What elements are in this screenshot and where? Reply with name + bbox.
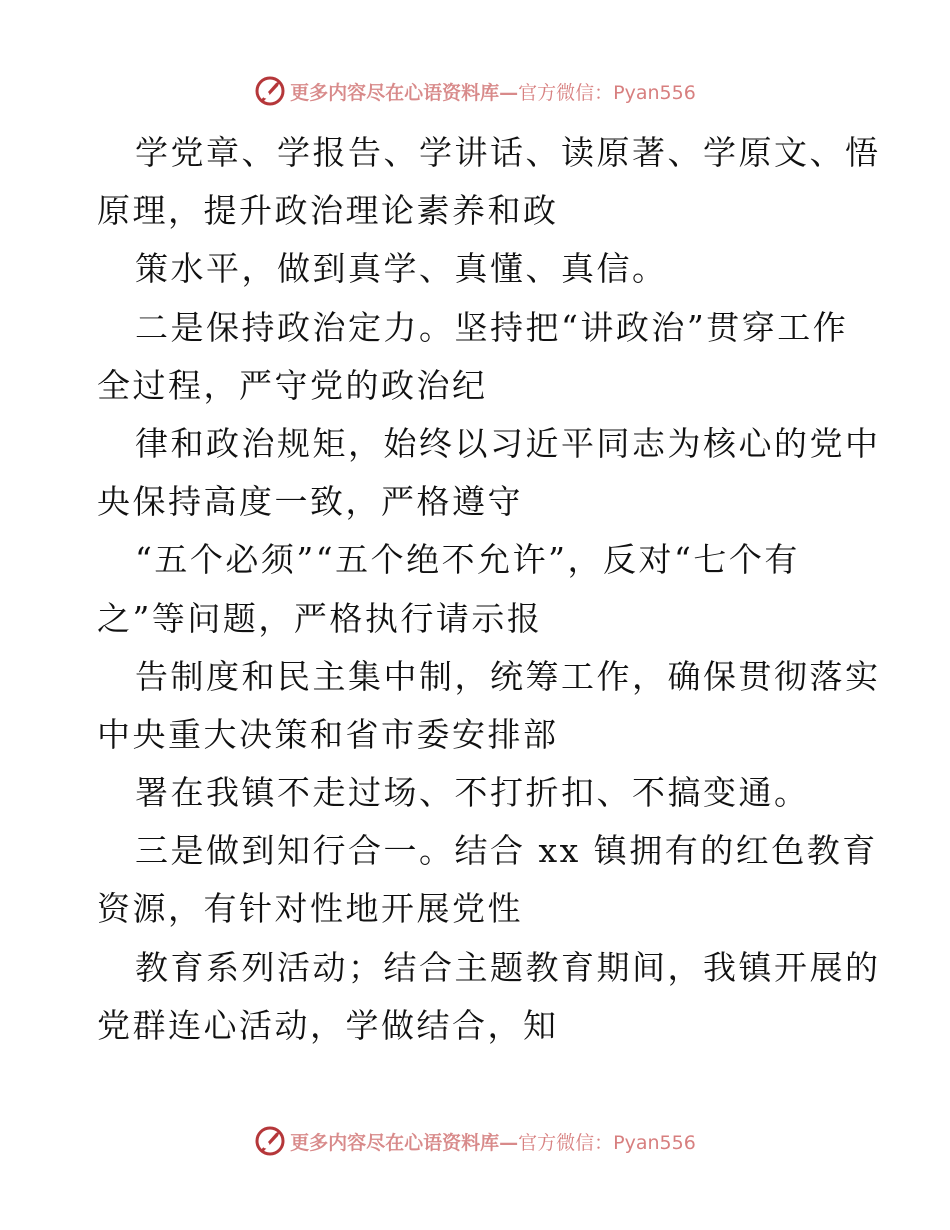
- header-banner: [0, 71, 950, 111]
- text-line: 策水平，做到真学、真懂、真信。: [135, 249, 668, 289]
- text-line: 二是保持政治定力。坚持把“讲政治”贯穿工作: [135, 307, 849, 347]
- footer-banner: [0, 1121, 950, 1161]
- text-line: 告制度和民主集中制，统筹工作，确保贯彻落实: [135, 656, 881, 696]
- quill-logo-icon: [254, 1125, 286, 1157]
- text-line: 学党章、学报告、学讲话、读原著、学原文、悟: [135, 133, 881, 172]
- text-line: 教育系列活动；结合主题教育期间，我镇开展的: [135, 947, 881, 987]
- text-line: 署在我镇不走过场、不打折扣、不搞变通。: [135, 773, 810, 813]
- text-line: 全过程，严守党的政治纪: [97, 365, 488, 405]
- text-line: 之”等问题，严格执行请示报: [97, 598, 543, 638]
- text-line: 律和政治规矩，始终以习近平同志为核心的党中: [135, 423, 881, 463]
- text-line: “五个必须”“五个绝不允许”，反对“七个有: [135, 540, 800, 580]
- text-line: 原理，提升政治理论素养和政: [97, 191, 559, 231]
- banner-text: 更多内容尽在心语资料库—官方微信：Pyan556: [290, 1131, 696, 1154]
- text-line: 党群连心活动，学做结合，知: [97, 1005, 559, 1045]
- text-line: 央保持高度一致，严格遵守: [97, 482, 523, 522]
- document-body: [97, 124, 881, 1055]
- text-line: 三是做到知行合一。结合 xx 镇拥有的红色教育: [135, 831, 878, 871]
- text-line: 中央重大决策和省市委安排部: [97, 714, 559, 754]
- quill-logo-icon: [254, 75, 286, 107]
- text-line: 资源，有针对性地开展党性: [97, 889, 523, 929]
- banner-text: 更多内容尽在心语资料库—官方微信：Pyan556: [290, 81, 696, 104]
